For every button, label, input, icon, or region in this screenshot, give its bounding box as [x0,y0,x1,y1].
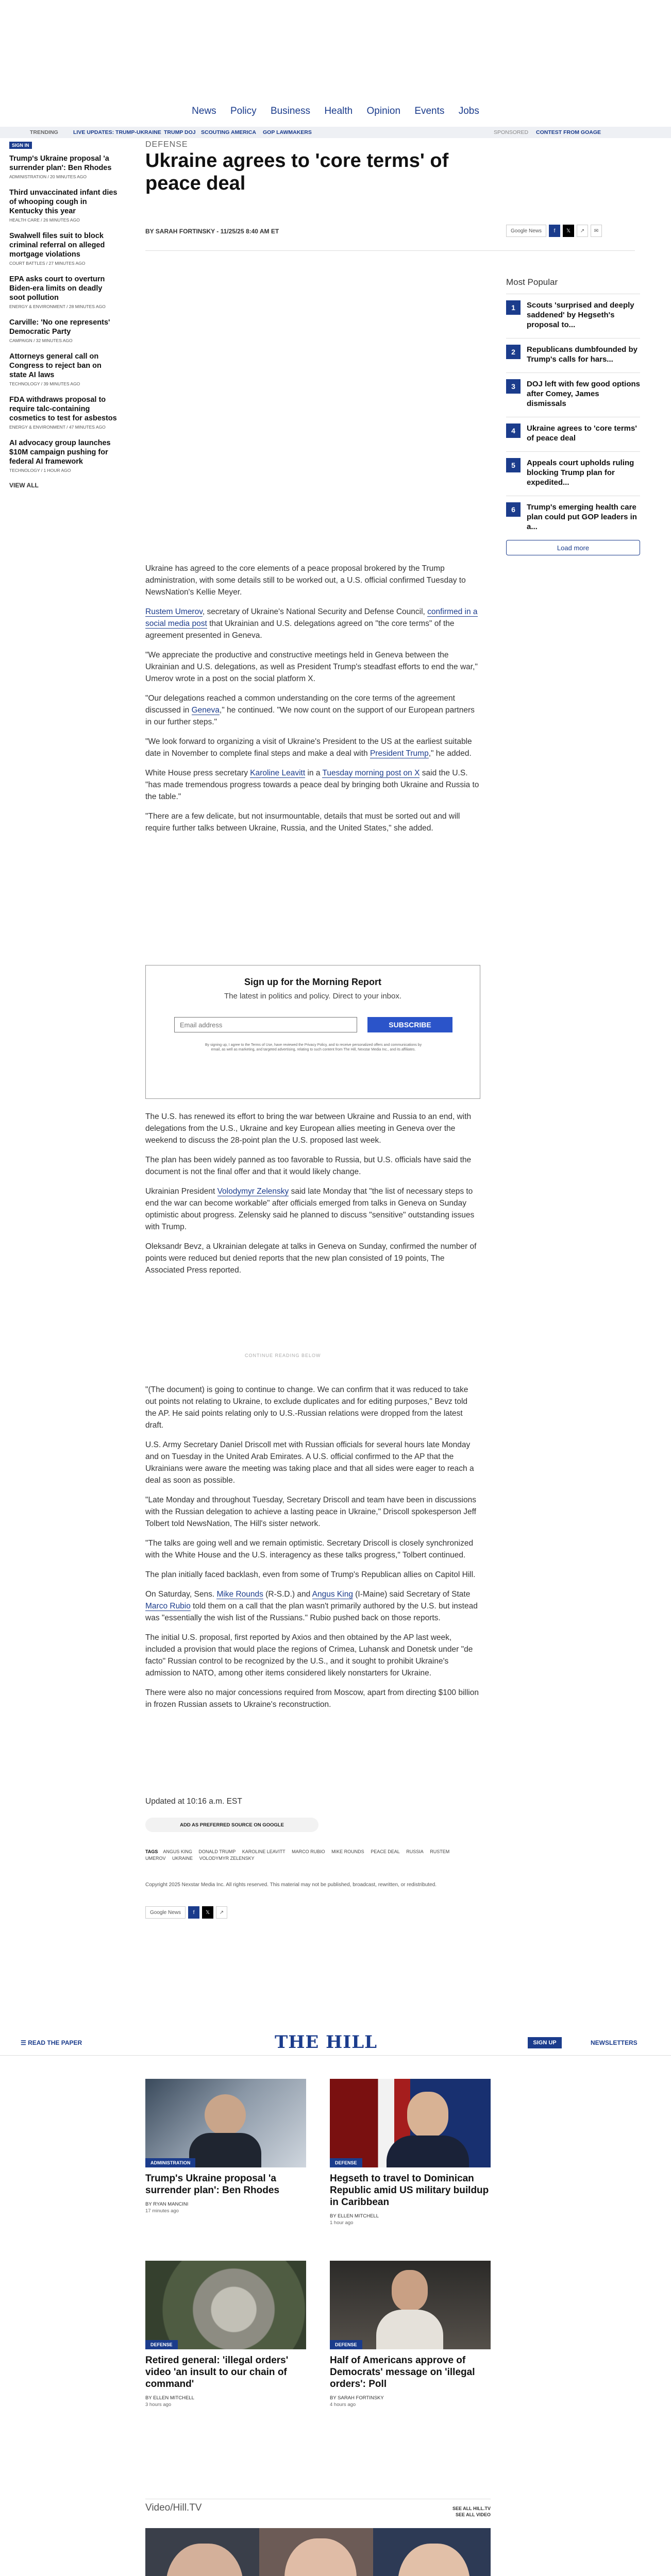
link[interactable]: Karoline Leavitt [250,769,306,777]
newsletter-subtitle: The latest in politics and policy. Direct to your inbox. [224,992,402,1001]
story-image[interactable] [330,2079,491,2167]
list-item[interactable]: Swalwell files suit to block criminal referral on alleged mortgage violations COURT BATTLES / 27 MINUTES AGO [9,232,105,266]
google-news-button[interactable]: Google News [506,225,546,237]
nav-news[interactable]: News [192,106,216,116]
story-title[interactable]: Hegseth to travel to Dominican Republic amid US military buildup in Caribbean [330,2173,489,2208]
category-badge: DEFENSE [330,2158,362,2167]
article-body [145,563,480,842]
ticker-label: TRENDING [30,129,58,135]
paragraph: On Saturday, Sens. Mike Rounds (R-S.D.) and Angus King (I-Maine) said Secretary of State Marco Rubio told them on a call that the plan wasn't primarily authored by the U.S. but instead was "essentially the wish list of the Russians." Rubio pushed back on those reports. [145,1590,478,1622]
list-item[interactable]: Trump's Ukraine proposal 'a surrender plan': Ben Rhodes ADMINISTRATION / 20 MINUTES AGO [9,155,112,179]
person-figure [284,2538,357,2576]
story-time: 3 hours ago [145,2402,172,2408]
link[interactable]: Angus King [312,1590,353,1599]
story-time: 4 hours ago [330,2402,356,2408]
article-body [145,1111,480,1284]
tag-link[interactable]: RUSTEM UMEROV [145,1849,450,1861]
paragraph: "We appreciate the productive and constructive meetings held in Geneva between the Ukrainian and U.S. delegations, as well as President Trump's steadfast efforts to end the war," Umerov wrote in a post on the social platform X. [145,651,478,683]
list-item[interactable]: 2 Republicans dumbfounded by Trump's calls for hars... [506,338,640,364]
tag-link[interactable]: KAROLINE LEAVITT [242,1849,286,1854]
sign-in-badge[interactable]: SIGN IN [9,142,32,149]
story-card[interactable] [330,2261,491,2408]
google-news-button[interactable]: Google News [145,1906,186,1919]
ticker-item[interactable]: GOP LAWMAKERS [263,129,312,135]
category-badge: DEFENSE [145,2340,178,2349]
story-time: 17 minutes ago [145,2208,179,2214]
nav-opinion[interactable]: Opinion [366,106,401,116]
paragraph: "Late Monday and throughout Tuesday, Secretary Driscoll and team have been in discussions with the Russian delegation to achieve a lasting peace in Ukraine," Driscoll spokesperson Jeff Tolbert told NewsNation, The Hill's sister network. [145,1496,476,1528]
list-item[interactable]: Third unvaccinated infant dies of whooping cough in Kentucky this year HEALTH CARE / 26 MINUTES AGO [9,189,118,223]
list-item[interactable]: 6 Trump's emerging health care plan could put GOP leaders in a... [506,496,640,532]
menu-icon: ☰ [21,2039,28,2046]
facebook-icon[interactable]: f [188,1906,199,1919]
link[interactable]: Mike Rounds [216,1590,263,1599]
ticker-item[interactable]: TRUMP DOJ [164,129,196,135]
tag-link[interactable]: VOLODYMYR ZELENSKY [199,1856,255,1861]
paragraph: U.S. Army Secretary Daniel Driscoll met with Russian officials for several hours late Monday and on Tuesday in the United Arab Emirates. A U.S. official confirmed to the AP that the Ukrainians were aware the meeting was taking place and that all sides were eager to reach a deal as soon as possible. [145,1440,474,1485]
view-all-link[interactable]: VIEW ALL [9,482,39,489]
ticker-item[interactable]: SCOUTING AMERICA [201,129,256,135]
updated-timestamp: Updated at 10:16 a.m. EST [145,1797,242,1806]
copyright: Copyright 2025 Nexstar Media Inc. All rights reserved. This material may not be published, broadcast, rewritten, or redistributed. [145,1882,437,1888]
person-figure [376,2310,443,2349]
see-all-video-link[interactable]: SEE ALL VIDEO [455,2512,491,2517]
story-card[interactable] [145,2261,306,2408]
category-badge: DEFENSE [330,2340,362,2349]
list-item[interactable]: Attorneys general call on Congress to reject ban on state AI laws TECHNOLOGY / 39 MINUTES AGO [9,352,102,386]
facebook-icon[interactable]: f [549,225,560,237]
link[interactable]: Tuesday morning post on X [322,769,420,777]
share-icon[interactable]: ↗ [216,1906,227,1919]
paragraph: The plan initially faced backlash, even from some of Trump's Republican allies on Capitol Hill. [145,1570,476,1579]
x-icon[interactable]: 𝕏 [202,1906,213,1919]
list-item[interactable]: 1 Scouts 'surprised and deeply saddened' by Hegseth's proposal to... [506,294,640,330]
story-title[interactable]: Trump's Ukraine proposal 'a surrender plan': Ben Rhodes [145,2173,280,2196]
paragraph: "The talks are going well and we remain optimistic. Secretary Driscoll is closely synchronized with the White House and the U.S. interagency as these talks progress," Tolbert continued. [145,1539,474,1560]
tags-label: TAGS [145,1849,158,1854]
paragraph: "Our delegations reached a common understanding on the core terms of the agreement discussed in Geneva," he continued. "We now count on the support of our European partners in our further steps." [145,694,475,726]
section-title: Video/Hill.TV [145,2502,202,2513]
story-title[interactable]: Half of Americans approve of Democrats' message on 'illegal orders': Poll [330,2355,475,2389]
article-headline: Ukraine agrees to 'core terms' of peace deal [145,150,449,194]
story-byline: BY SARAH FORTINSKY [330,2395,384,2401]
left-trending-list [9,140,118,489]
tags-list [145,1849,455,1862]
site-header [0,2029,671,2056]
email-field[interactable] [174,1017,357,1032]
story-title[interactable]: Retired general: 'illegal orders' video 'an insult to our chain of command' [145,2355,289,2389]
video-section-header [145,2499,491,2517]
share-bar [506,225,602,237]
list-item[interactable]: 3 DOJ left with few good options after Comey, James dismissals [506,372,640,409]
tag-link[interactable]: UKRAINE [172,1856,193,1861]
article-body [145,1384,480,1718]
sign-up-button[interactable]: SIGN UP [528,2037,562,2048]
nav-policy[interactable]: Policy [230,106,257,116]
preferred-source-button[interactable]: ADD AS PREFERRED SOURCE ON GOOGLE [145,1818,318,1832]
paragraph: "(The document) is going to continue to change. We can confirm that it was reduced to take out points not relating to Ukraine, to exclude duplicates and for editing purposes," Bevz told the AP. He said points relating only to U.S.-Russian relations were dropped from the latest draft. [145,1385,468,1430]
paragraph: "We look forward to organizing a visit of Ukraine's President to the US at the earliest suitable date in November to complete final steps and make a deal with President Trump," he added. [145,737,472,758]
link[interactable]: President Trump [370,749,429,758]
list-item[interactable]: Carville: 'No one represents' Democratic Party CAMPAIGN / 32 MINUTES AGO [9,318,110,343]
trending-ticker [0,127,671,138]
tag-link[interactable]: ANGUS KING [163,1849,192,1854]
continue-reading-label: CONTINUE READING BELOW [245,1353,321,1358]
paragraph: Ukrainian President Volodymyr Zelensky said late Monday that "the list of necessary steps to end the war can become workable" after officials emerged from talks in Geneva on Sunday optimistic about progress. Zelensky said he planned to discuss "sensitive" outstanding issues with Trump. [145,1187,475,1231]
list-item[interactable]: FDA withdraws proposal to require talc-containing cosmetics to test for asbestos ENERGY & ENVIRONMENT / 47 MINUTES AGO [9,396,117,430]
ticker-item[interactable]: CONTEST FROM GOAGE [536,129,601,135]
article-byline: BY SARAH FORTINSKY - 11/25/25 8:40 AM ET [145,228,279,235]
person-figure [407,2092,448,2138]
link[interactable]: Rustem Umerov [145,607,203,616]
newsletter-title: Sign up for the Morning Report [244,977,381,987]
article-category[interactable]: DEFENSE [145,140,188,149]
share-bar-bottom [145,1906,227,1919]
list-item[interactable]: 4 Ukraine agrees to 'core terms' of peace deal [506,417,640,443]
nav-events[interactable]: Events [414,106,445,116]
paragraph: There were also no major concessions required from Moscow, apart from directing $100 billion in frozen Russian assets to Ukraine's reconstruction. [145,1688,479,1709]
nav-jobs[interactable]: Jobs [458,106,479,116]
paragraph: The U.S. has renewed its effort to bring the war between Ukraine and Russia to an end, with delegations from the U.S., Ukraine and key European allies meeting in Geneva over the weekend to discuss the 28-point plan the U.S. proposed last week. [145,1112,472,1145]
tag-link[interactable]: MARCO RUBIO [292,1849,325,1854]
person-figure [205,2094,246,2136]
paragraph: The initial U.S. proposal, first reported by Axios and then obtained by the AP last week, included a provision that would place the regions of Crimea, Luhansk and Donetsk under "de facto" Russian control to be recognized by the U.S., and it sought to prohibit Ukraine's admission to NATO, among other items considered likely nonstarters for Ukraine. [145,1633,473,1677]
subscribe-button[interactable]: SUBSCRIBE [367,1017,452,1032]
person-figure [398,2544,470,2576]
ticker-item[interactable]: LIVE UPDATES: TRUMP-UKRAINE [73,129,161,135]
story-image[interactable] [145,2079,306,2167]
list-item[interactable]: 5 Appeals court upholds ruling blocking Trump plan for expedited... [506,451,640,487]
nav-business[interactable]: Business [270,106,311,116]
link[interactable]: Volodymyr Zelensky [217,1187,289,1196]
see-all-hilltv-link[interactable]: SEE ALL HILL.TV [452,2506,491,2511]
story-image[interactable] [145,2261,306,2349]
video-player[interactable] [145,2528,491,2576]
person-figure [166,2544,243,2576]
paragraph: White House press secretary Karoline Leavitt in a Tuesday morning post on X said the U.S. "has made tremendous progress towards a peace deal by bringing both Ukraine and Russia to the table." [145,769,479,801]
load-more-button[interactable]: Load more [506,540,640,555]
story-card[interactable] [145,2079,306,2214]
story-byline: BY ELLEN MITCHELL [145,2395,194,2401]
paragraph: "There are a few delicate, but not insurmountable, details that must be sorted out and will require further talks between Ukraine, Russia, and the United States," she added. [145,812,460,833]
divider [145,250,635,251]
most-popular-heading: Most Popular [506,277,558,287]
share-icon[interactable]: ↗ [577,225,588,237]
most-popular [506,277,640,555]
tag-link[interactable]: DONALD TRUMP [198,1849,236,1854]
story-time: 1 hour ago [330,2220,354,2226]
person-figure [387,2136,469,2167]
tag-link[interactable]: RUSSIA [406,1849,424,1854]
newsletter-signup [145,965,480,1099]
ticker-sponsored: SPONSORED [494,129,529,135]
link[interactable]: confirmed in a social media post [145,607,478,628]
link[interactable]: Geneva [191,706,220,715]
x-icon[interactable]: 𝕏 [563,225,574,237]
paragraph: Ukraine has agreed to the core elements of a peace proposal brokered by the Trump administration, with some details still to be worked out, a U.S. official confirmed Tuesday to NewsNation's Kellie Meyer. [145,564,466,597]
link[interactable]: Marco Rubio [145,1602,191,1611]
comment-icon[interactable]: ✉ [591,225,602,237]
tag-link[interactable]: MIKE ROUNDS [331,1849,364,1854]
list-item[interactable]: AI advocacy group launches $10M campaign pushing for federal AI framework TECHNOLOGY / 1 HOUR AGO [9,439,111,473]
tag-link[interactable]: PEACE DEAL [371,1849,400,1854]
story-image[interactable] [330,2261,491,2349]
story-byline: BY RYAN MANCINI [145,2201,189,2207]
newsletter-fine-print: By signing up, I agree to the Terms of Use, have reviewed the Privacy Policy, and to receive personalized offers and communications by email, as well as marketing, and targeted advertising, relating to such content from The Hill, Nexstar Media Inc., and its affiliates. [205,1043,422,1052]
story-byline: BY ELLEN MITCHELL [330,2213,379,2219]
newsletters-link[interactable]: NEWSLETTERS [591,2039,638,2046]
category-badge: ADMINISTRATION [145,2158,195,2167]
nav-health[interactable]: Health [324,106,353,116]
paragraph: The plan has been widely panned as too favorable to Russia, but U.S. officials have said the document is not the final offer and that it would likely change. [145,1156,472,1176]
list-item[interactable]: EPA asks court to overturn Biden-era limits on deadly soot pollution ENERGY & ENVIRONMENT / 28 MINUTES AGO [9,275,106,309]
paragraph: Rustem Umerov, secretary of Ukraine's National Security and Defense Council, confirmed in a social media post that Ukrainian and U.S. delegations agreed on "the core terms" of the agreement presented in Geneva. [145,607,478,640]
site-logo[interactable]: THE HILL [275,2032,378,2053]
person-figure [392,2270,428,2311]
story-card[interactable] [330,2079,491,2226]
main-nav [0,106,671,117]
read-paper-link[interactable]: ☰ READ THE PAPER [21,2039,82,2046]
person-figure [189,2133,261,2167]
paragraph: Oleksandr Bevz, a Ukrainian delegate at talks in Geneva on Sunday, confirmed the number of points were reduced but denied reports that the new plan consisted of 19 points, The Associated Press reported. [145,1242,477,1275]
